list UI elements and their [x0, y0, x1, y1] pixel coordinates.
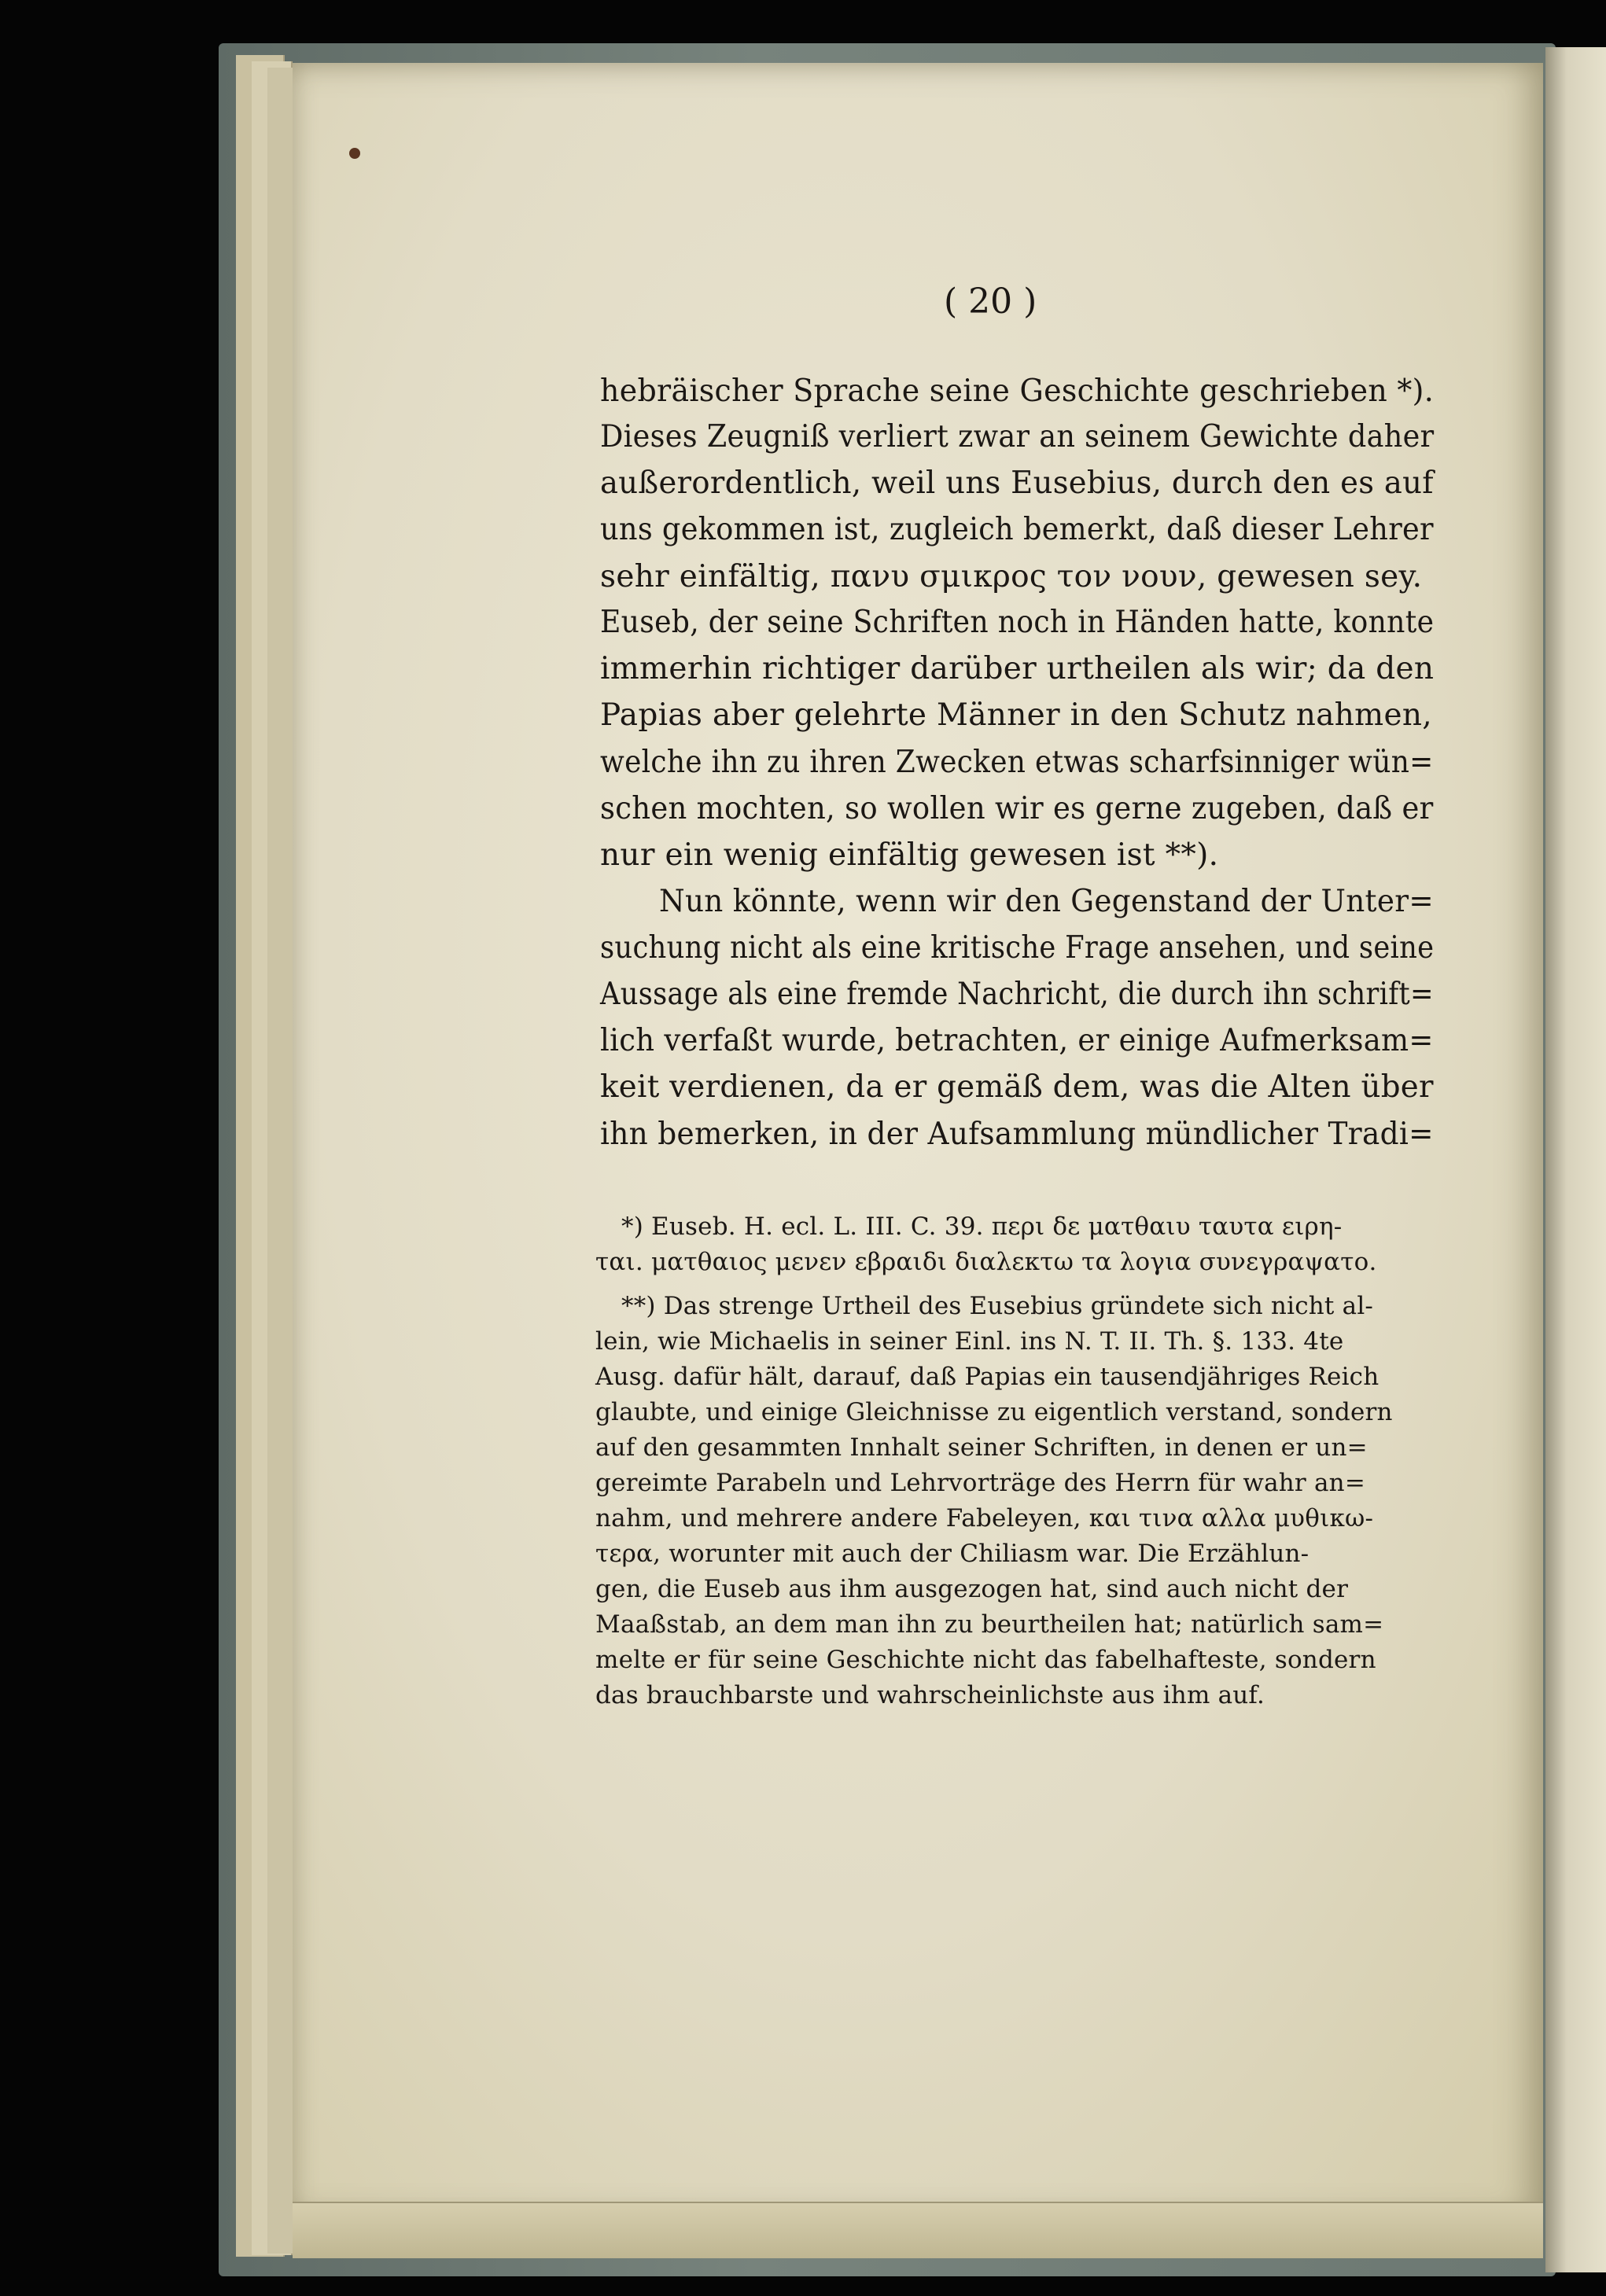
- footnote-line: das brauchbarste und wahrscheinlichste aus ihm auf.: [595, 1681, 1265, 1709]
- footnote-line: auf den gesammten Innhalt seiner Schriften, in denen er un=: [595, 1433, 1368, 1462]
- ink-spot: [349, 148, 360, 159]
- footnote-line: lein, wie Michaelis in seiner Einl. ins N. T. II. Th. §. 133. 4te: [595, 1327, 1344, 1356]
- page-bottom-edge: [293, 2202, 1543, 2258]
- body-line: hebräischer Sprache seine Geschichte geschrieben *).: [600, 373, 1435, 409]
- footnote-line: gereimte Parabeln und Lehrvorträge des Herrn für wahr an=: [595, 1469, 1366, 1497]
- body-line: lich verfaßt wurde, betrachten, er einige Aufmerksam=: [600, 1023, 1434, 1058]
- body-line: immerhin richtiger darüber urtheilen als wir; da den: [600, 651, 1435, 686]
- body-line: außerordentlich, weil uns Eusebius, durch den es auf: [600, 465, 1434, 501]
- body-line: Euseb, der seine Schriften noch in Händen hatte, konnte: [600, 605, 1435, 640]
- footnote-line: Ausg. dafür hält, darauf, daß Papias ein tausendjähriges Reich: [595, 1363, 1379, 1391]
- footnote-line: glaubte, und einige Gleichnisse zu eigentlich verstand, sondern: [595, 1398, 1393, 1426]
- footnote-line: nahm, und mehrere andere Fabeleyen, και τινα αλλα μυθικω-: [595, 1504, 1374, 1533]
- body-line: suchung nicht als eine kritische Frage ansehen, und seine: [600, 930, 1435, 966]
- body-line: uns gekommen ist, zugleich bemerkt, daß dieser Lehrer: [600, 512, 1434, 547]
- body-line: Papias aber gelehrte Männer in den Schutz nahmen,: [600, 697, 1432, 733]
- body-line: sehr einfältig, πανυ σμικρος τον νουν, gewesen sey.: [600, 559, 1423, 594]
- body-line: Aussage als eine fremde Nachricht, die durch ihn schrift=: [600, 977, 1434, 1012]
- footnote-line: melte er für seine Geschichte nicht das fabelhafteste, sondern: [595, 1646, 1376, 1674]
- body-line: schen mochten, so wollen wir es gerne zugeben, daß er: [600, 791, 1434, 826]
- body-line: welche ihn zu ihren Zwecken etwas scharfsinniger wün=: [600, 745, 1434, 780]
- footnote-line: **) Das strenge Urtheil des Eusebius gründete sich nicht al-: [621, 1292, 1374, 1320]
- adjacent-page-edge: [1545, 47, 1606, 2272]
- footnote-line: *) Euseb. H. ecl. L. III. C. 39. περι δε ματθαιυ ταυτα ειρη-: [621, 1212, 1343, 1241]
- footnote-line: τερα, worunter mit auch der Chiliasm war. Die Erzählun-: [595, 1540, 1309, 1568]
- footnote-line: gen, die Euseb aus ihm ausgezogen hat, sind auch nicht der: [595, 1575, 1349, 1603]
- body-line: Nun könnte, wenn wir den Gegenstand der Unter=: [659, 884, 1434, 919]
- footnote-line: Maaßstab, an dem man ihn zu beurtheilen hat; natürlich sam=: [595, 1610, 1384, 1639]
- footnote-line: ται. ματθαιος μενεν εβραιδι διαλεκτω τα λογια συνεγραψατο.: [595, 1248, 1377, 1276]
- body-line: nur ein wenig einfältig gewesen ist **).: [600, 837, 1219, 873]
- page-number: ( 20 ): [944, 281, 1037, 322]
- body-line: ihn bemerken, in der Aufsammlung mündlicher Tradi=: [600, 1117, 1434, 1152]
- body-line: keit verdienen, da er gemäß dem, was die Alten über: [600, 1069, 1434, 1105]
- body-line: Dieses Zeugniß verliert zwar an seinem Gewichte daher: [600, 419, 1435, 454]
